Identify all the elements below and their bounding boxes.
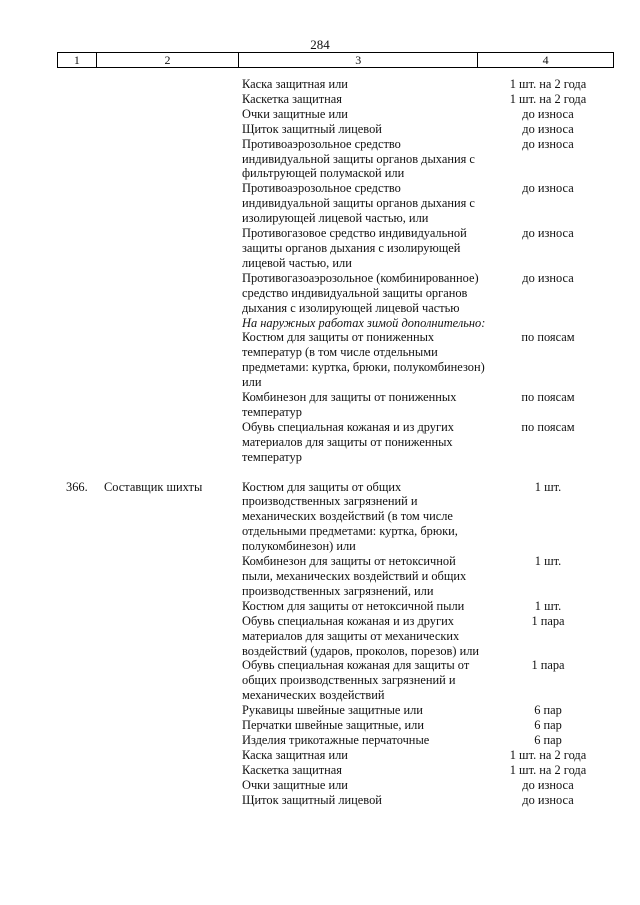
table-row	[0, 316, 640, 331]
table-row	[0, 271, 640, 316]
table-row	[0, 718, 640, 733]
protective-item: На наружных работах зимой дополнительно:	[242, 315, 486, 330]
table-row	[0, 614, 640, 659]
protective-item: Каскетка защитная	[242, 762, 342, 777]
issue-norm: 1 пара	[531, 658, 565, 673]
issue-norm: по поясам	[521, 330, 575, 345]
table-row	[0, 77, 640, 92]
table-row	[0, 554, 640, 599]
issue-norm: 6 пар	[534, 703, 562, 718]
protective-item: Противоаэрозольное средство индивидуальной защиты органов дыхания с фильтрующей полумаской или	[242, 136, 475, 181]
column-header-table	[57, 52, 614, 68]
protective-item: Каска защитная или	[242, 77, 348, 91]
job-title: Составщик шихты	[104, 479, 203, 494]
table-row	[0, 107, 640, 122]
issue-norm: до износа	[522, 136, 574, 151]
protective-item: Комбинезон для защиты от нетоксичной пыли, механических воздействий и общих производственных загрязнений, или	[242, 554, 467, 598]
protective-item: Противогазовое средство индивидуальной защиты органов дыхания с изолирующей лицевой частью, или	[242, 226, 467, 270]
issue-norm: до износа	[522, 270, 574, 285]
protective-item: Каскетка защитная	[242, 91, 342, 106]
table-row	[0, 733, 640, 748]
issue-norm: до износа	[522, 181, 574, 196]
protective-item: Противоаэрозольное средство индивидуальной защиты органов дыхания с изолирующей лицевой частью, или	[242, 181, 475, 226]
row-number: 366.	[66, 479, 88, 494]
issue-norm: 1 пара	[531, 613, 565, 628]
issue-norm: до износа	[522, 226, 574, 241]
protective-item: Обувь специальная кожаная для защиты от общих производственных загрязнений и механических воздействий	[242, 658, 470, 703]
table-row	[0, 181, 640, 226]
protective-item: Перчатки швейные защитные, или	[242, 718, 424, 733]
table-row	[0, 420, 640, 465]
protective-item: Изделия трикотажные перчаточные	[242, 732, 430, 747]
table-row	[0, 748, 640, 763]
protective-item: Костюм для защиты от пониженных температур (в том числе отдельными предметами: куртка, брюки, полукомбинезон) или	[242, 330, 485, 390]
table-row	[0, 330, 640, 390]
issue-norm: 1 шт.	[534, 554, 562, 569]
issue-norm: 1 шт.	[534, 479, 562, 494]
issue-norm: 1 шт. на 2 года	[509, 77, 587, 91]
page-number: 284	[310, 37, 330, 52]
column-header-row	[58, 53, 614, 68]
issue-norm: 6 пар	[534, 718, 562, 733]
issue-norm: 1 шт. на 2 года	[509, 762, 587, 777]
issue-norm: 6 пар	[534, 732, 562, 747]
column-header-4: 4	[478, 53, 614, 68]
table-row	[0, 763, 640, 778]
table-row	[0, 793, 640, 808]
column-header-1: 1	[58, 53, 97, 68]
protective-item: Рукавицы швейные защитные или	[242, 703, 423, 718]
issue-norm: по поясам	[521, 390, 575, 405]
table-row	[0, 480, 640, 555]
protective-item: Обувь специальная кожаная и из других материалов для защиты от пониженных температур	[242, 419, 454, 464]
table-row	[0, 226, 640, 271]
table-row	[0, 599, 640, 614]
issue-norm: до износа	[522, 777, 574, 792]
protective-item: Костюм для защиты от нетоксичной пыли	[242, 598, 465, 613]
column-header-3: 3	[239, 53, 478, 68]
table-body	[0, 77, 640, 808]
issue-norm: по поясам	[521, 419, 575, 434]
issue-norm: 1 шт. на 2 года	[509, 747, 587, 762]
protective-item: Каска защитная или	[242, 747, 348, 762]
issue-norm: до износа	[522, 106, 574, 121]
issue-norm: 1 шт. на 2 года	[509, 91, 587, 106]
protective-item: Очки защитные или	[242, 777, 348, 792]
table-row	[0, 703, 640, 718]
protective-item: Щиток защитный лицевой	[242, 792, 382, 807]
table-row	[0, 137, 640, 182]
table-row	[0, 122, 640, 137]
protective-item: Комбинезон для защиты от пониженных температур	[242, 390, 457, 419]
protective-item: Обувь специальная кожаная и из других материалов для защиты от механических воздействий (ударов, проколов, порезов) или	[242, 613, 480, 658]
table-row	[0, 92, 640, 107]
protective-item: Противогазоаэрозольное (комбинированное) средство индивидуальной защиты органов дыхания с изолирующей лицевой частью	[242, 270, 479, 315]
table-row	[0, 778, 640, 793]
table-row	[0, 658, 640, 703]
protective-item: Щиток защитный лицевой	[242, 121, 382, 136]
table-row	[0, 390, 640, 420]
issue-norm: до износа	[522, 792, 574, 807]
issue-norm: до износа	[522, 121, 574, 136]
protective-item: Очки защитные или	[242, 106, 348, 121]
column-header-2: 2	[96, 53, 239, 68]
issue-norm: 1 шт.	[534, 598, 562, 613]
protective-item: Костюм для защиты от общих производственных загрязнений и механических воздействий (в том числе отдельными предметами: куртка, брюки, полукомбинезон) или	[242, 479, 458, 554]
